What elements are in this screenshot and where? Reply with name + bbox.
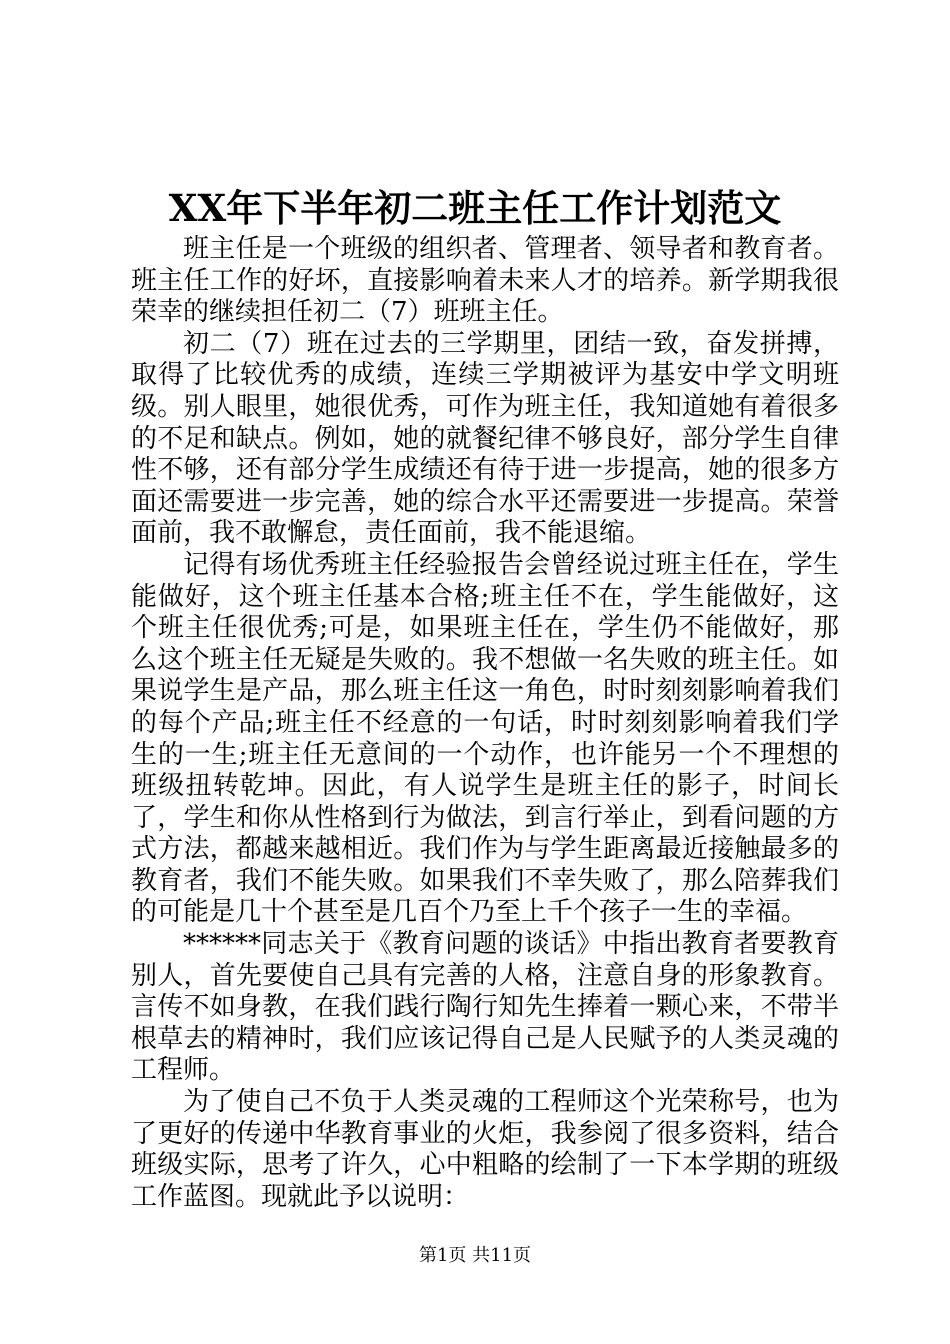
paragraph-4: ******同志关于《教育问题的谈话》中指出教育者要教育别人，首先要使自己具有完善的人格，注意自身的形象教育。言传不如身教，在我们践行陶行知先生捧着一颗心来，不带半根草去的精神时，我们应该记得自己是人民赋予的人类灵魂的工程师。: [131, 929, 839, 1086]
document-title: XX年下半年初二班主任工作计划范文: [168, 186, 782, 230]
paragraph-5: 为了使自己不负于人类灵魂的工程师这个光荣称号，也为了更好的传递中华教育事业的火炬，我参阅了很多资料，结合班级实际，思考了许久，心中粗略的绘制了一下本学期的班级工作蓝图。现就此予以说明：: [131, 1087, 839, 1212]
paragraph-2: 初二（7）班在过去的三学期里，团结一致，奋发拼搏，取得了比较优秀的成绩，连续三学期被评为基安中学文明班级。别人眼里，她很优秀，可作为班主任，我知道她有着很多的不足和缺点。例如，她的就餐纪律不够良好，部分学生自律性不够，还有部分学生成绩还有待于进一步提高，她的很多方面还需要进一步完善，她的综合水平还需要进一步提高。荣誉面前，我不敢懈怠，责任面前，我不能退缩。: [131, 328, 839, 549]
paragraph-1: 班主任是一个班级的组织者、管理者、领导者和教育者。班主任工作的好坏，直接影响着未来人才的培养。新学期我很荣幸的继续担任初二（7）班班主任。: [131, 234, 839, 328]
page-number-footer: 第1页 共11页: [418, 1245, 532, 1266]
paragraph-3: 记得有场优秀班主任经验报告会曾经说过班主任在，学生能做好，这个班主任基本合格;班主任不在，学生能做好，这个班主任很优秀;可是，如果班主任在，学生仍不能做好，那么这个班主任无疑是失败的。我不想做一名失败的班主任。如果说学生是产品，那么班主任这一角色，时时刻刻影响着我们的每个产品;班主任不经意的一句话，时时刻刻影响着我们学生的一生;班主任无意间的一个动作，也许能另一个不理想的班级扭转乾坤。因此，有人说学生是班主任的影子，时间长了，学生和你从性格到行为做法，到言行举止，到看问题的方式方法，都越来越相近。我们作为与学生距离最近接触最多的教育者，我们不能失败。如果我们不幸失败了，那么陪葬我们的可能是几十个甚至是几百个乃至上千个孩子一生的幸福。: [131, 549, 839, 928]
document-body: [131, 234, 839, 1213]
